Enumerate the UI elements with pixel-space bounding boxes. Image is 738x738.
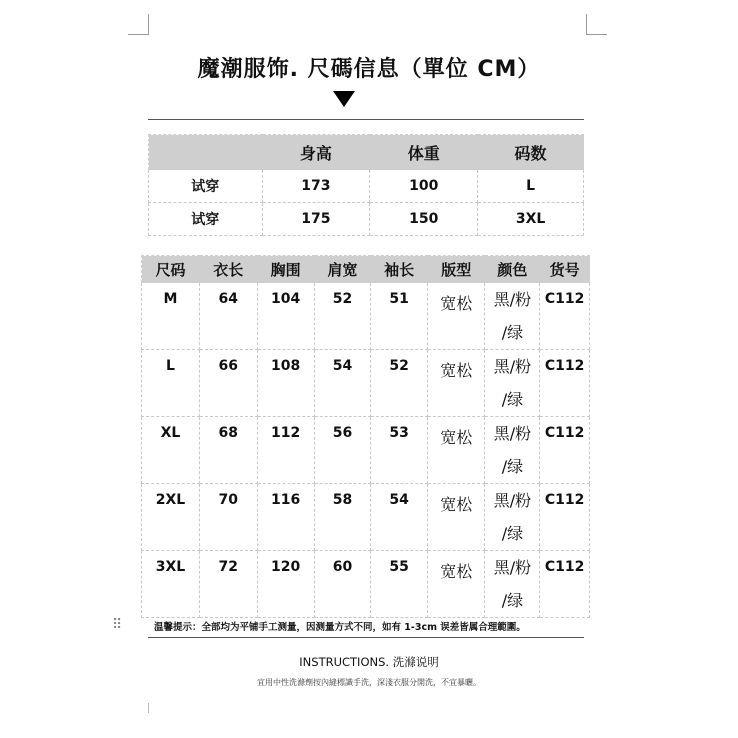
color-cell: [485, 484, 540, 551]
wash-instructions-title: INSTRUCTIONS. 洗滌说明: [299, 655, 439, 669]
table-row: [142, 350, 590, 417]
table-row: [142, 484, 590, 551]
weight-value: 100: [370, 170, 478, 203]
color-line: /绿: [501, 591, 524, 610]
size-chart-table: [141, 255, 590, 618]
header-cell-color: 颜色: [485, 256, 540, 283]
sku-cell: C112: [540, 350, 590, 417]
size-cell: 2XL: [142, 484, 200, 551]
header-cell-height: 身高: [262, 135, 370, 170]
size-value: L: [478, 170, 584, 203]
table-row: [142, 283, 590, 350]
fit-cell: 宽松: [427, 484, 485, 551]
color-cell: [485, 350, 540, 417]
color-cell: [485, 417, 540, 484]
fitting-info-table: [148, 134, 584, 236]
length-cell: 72: [199, 551, 257, 618]
length-cell: 66: [199, 350, 257, 417]
sleeve-cell: 54: [371, 484, 428, 551]
table-row: [142, 417, 590, 484]
fit-cell: 宽松: [427, 551, 485, 618]
drag-handle-icon[interactable]: ⠿: [112, 617, 121, 633]
table-row: [142, 551, 590, 618]
shoulder-cell: 60: [314, 551, 371, 618]
size-cell: 3XL: [142, 551, 200, 618]
shoulder-cell: 54: [314, 350, 371, 417]
header-cell-sku: 货号: [540, 256, 590, 283]
header-cell-shoulder: 肩宽: [314, 256, 371, 283]
shoulder-cell: 56: [314, 417, 371, 484]
crop-mark-top-right: [586, 14, 607, 35]
row-label: 试穿: [149, 203, 263, 236]
chest-cell: 108: [257, 350, 314, 417]
table-row: [149, 170, 584, 203]
divider-bottom: [148, 637, 584, 638]
sku-cell: C112: [540, 417, 590, 484]
size-value: 3XL: [478, 203, 584, 236]
header-cell-size: 码数: [478, 135, 584, 170]
crop-mark-bottom-left: [148, 703, 149, 713]
chest-cell: 104: [257, 283, 314, 350]
length-cell: 64: [199, 283, 257, 350]
crop-mark-top-left: [128, 14, 149, 35]
fit-cell: 宽松: [427, 417, 485, 484]
color-cell: [485, 551, 540, 618]
sleeve-cell: 51: [371, 283, 428, 350]
shoulder-cell: 52: [314, 283, 371, 350]
sleeve-cell: 52: [371, 350, 428, 417]
table-header-row: [142, 256, 590, 283]
chest-cell: 120: [257, 551, 314, 618]
sku-cell: C112: [540, 283, 590, 350]
color-line: 黑/粉: [493, 558, 532, 577]
weight-value: 150: [370, 203, 478, 236]
page-title: 魔潮服饰. 尺碼信息（單位 CM）: [197, 57, 541, 82]
header-cell-fit: 版型: [427, 256, 485, 283]
sku-cell: C112: [540, 551, 590, 618]
row-label: 试穿: [149, 170, 263, 203]
header-cell-size: 尺码: [142, 256, 200, 283]
sleeve-cell: 53: [371, 417, 428, 484]
height-value: 173: [262, 170, 370, 203]
down-arrow-icon: [333, 91, 355, 107]
header-cell-chest: 胸围: [257, 256, 314, 283]
measurement-note: 温馨提示：全部均为平铺手工测量，因测量方式不同，如有 1-3cm 误差皆属合理範圍。: [154, 622, 526, 633]
wash-instructions-text: 宜用中性洗滌劑按內縫標識手洗，深淺衣服分開洗，不宜暴曬。: [257, 678, 481, 687]
color-line: /绿: [501, 390, 524, 409]
size-cell: M: [142, 283, 200, 350]
table-row: [149, 203, 584, 236]
header-cell: [149, 135, 263, 170]
table-header-row: [149, 135, 584, 170]
size-cell: XL: [142, 417, 200, 484]
divider-top: [148, 119, 584, 120]
fit-cell: 宽松: [427, 283, 485, 350]
color-line: 黑/粉: [493, 290, 532, 309]
color-line: 黑/粉: [493, 491, 532, 510]
height-value: 175: [262, 203, 370, 236]
color-line: /绿: [501, 457, 524, 476]
length-cell: 70: [199, 484, 257, 551]
shoulder-cell: 58: [314, 484, 371, 551]
color-line: /绿: [501, 524, 524, 543]
color-cell: [485, 283, 540, 350]
color-line: 黑/粉: [493, 424, 532, 443]
color-line: /绿: [501, 323, 524, 342]
sku-cell: C112: [540, 484, 590, 551]
sleeve-cell: 55: [371, 551, 428, 618]
color-line: 黑/粉: [493, 357, 532, 376]
size-cell: L: [142, 350, 200, 417]
chest-cell: 116: [257, 484, 314, 551]
chest-cell: 112: [257, 417, 314, 484]
fit-cell: 宽松: [427, 350, 485, 417]
header-cell-length: 衣长: [199, 256, 257, 283]
length-cell: 68: [199, 417, 257, 484]
header-cell-sleeve: 袖长: [371, 256, 428, 283]
header-cell-weight: 体重: [370, 135, 478, 170]
